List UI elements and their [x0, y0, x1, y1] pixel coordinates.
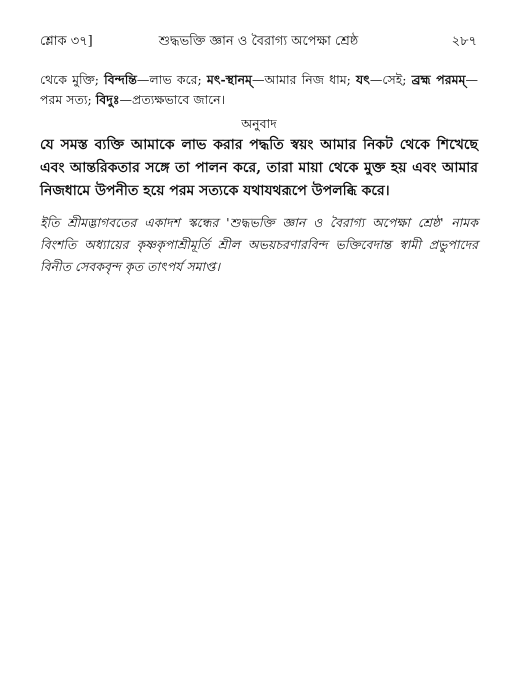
synonym-term: বিদুঃ: [95, 92, 120, 107]
word-meanings: [40, 70, 478, 110]
synonym-term: মৎ-স্থানম্: [206, 72, 252, 87]
synonym-term: ব্রহ্ম পরমম্: [411, 72, 466, 87]
synonym-term: বিন্দন্তি: [104, 72, 137, 87]
translation-heading: অনুবাদ: [241, 116, 277, 131]
translation-text: যে সমস্ত ব্যক্তি আমাকে লাভ করার পদ্ধতি স্বয়ং আমার নিকট থেকে শিখেছে এবং আন্তরিকতার সঙ্গে তা পালন করে, তারা মায়া থেকে মুক্ত হয় এবং আমার নিজধামে উপনীত হয়ে পরম সত্যকে যথাযথরূপে উপলব্ধি করে।: [40, 137, 478, 199]
synonym-text: —আমার নিজ ধাম;: [252, 72, 357, 87]
chapter-colophon: ইতি শ্রীমদ্ভাগবতের একাদশ স্কন্ধের 'শুদ্ধভক্তি জ্ঞান ও বৈরাগ্য অপেক্ষা শ্রেষ্ঠ' নামক বিংশতি অধ্যায়ের কৃষ্ণকৃপাশ্রীমূর্তি শ্রীল অভয়চরণারবিন্দ ভক্তিবেদান্ত স্বামী প্রভুপাদের বিনীত সেবকবৃন্দ কৃত তাৎপর্য সমাপ্ত।: [40, 215, 478, 274]
synonym-text: থেকে মুক্তি;: [40, 72, 105, 87]
synonym-text: —লাভ করে;: [136, 72, 207, 87]
running-header: [40, 33, 477, 51]
synonym-term: যৎ: [356, 72, 370, 87]
chapter-running-title: শুদ্ধভক্তি জ্ঞান ও বৈরাগ্য অপেক্ষা শ্রেষ্ঠ: [158, 34, 359, 49]
page-number: ২৮৭: [451, 34, 477, 49]
synonym-text: —সেই;: [369, 72, 412, 87]
synonym-text: —পরম সত্য;: [40, 72, 478, 107]
verse-reference: শ্লোক ৩৭]: [40, 34, 93, 49]
synonym-text: —প্রত্যক্ষভাবে জানে।: [119, 92, 226, 107]
